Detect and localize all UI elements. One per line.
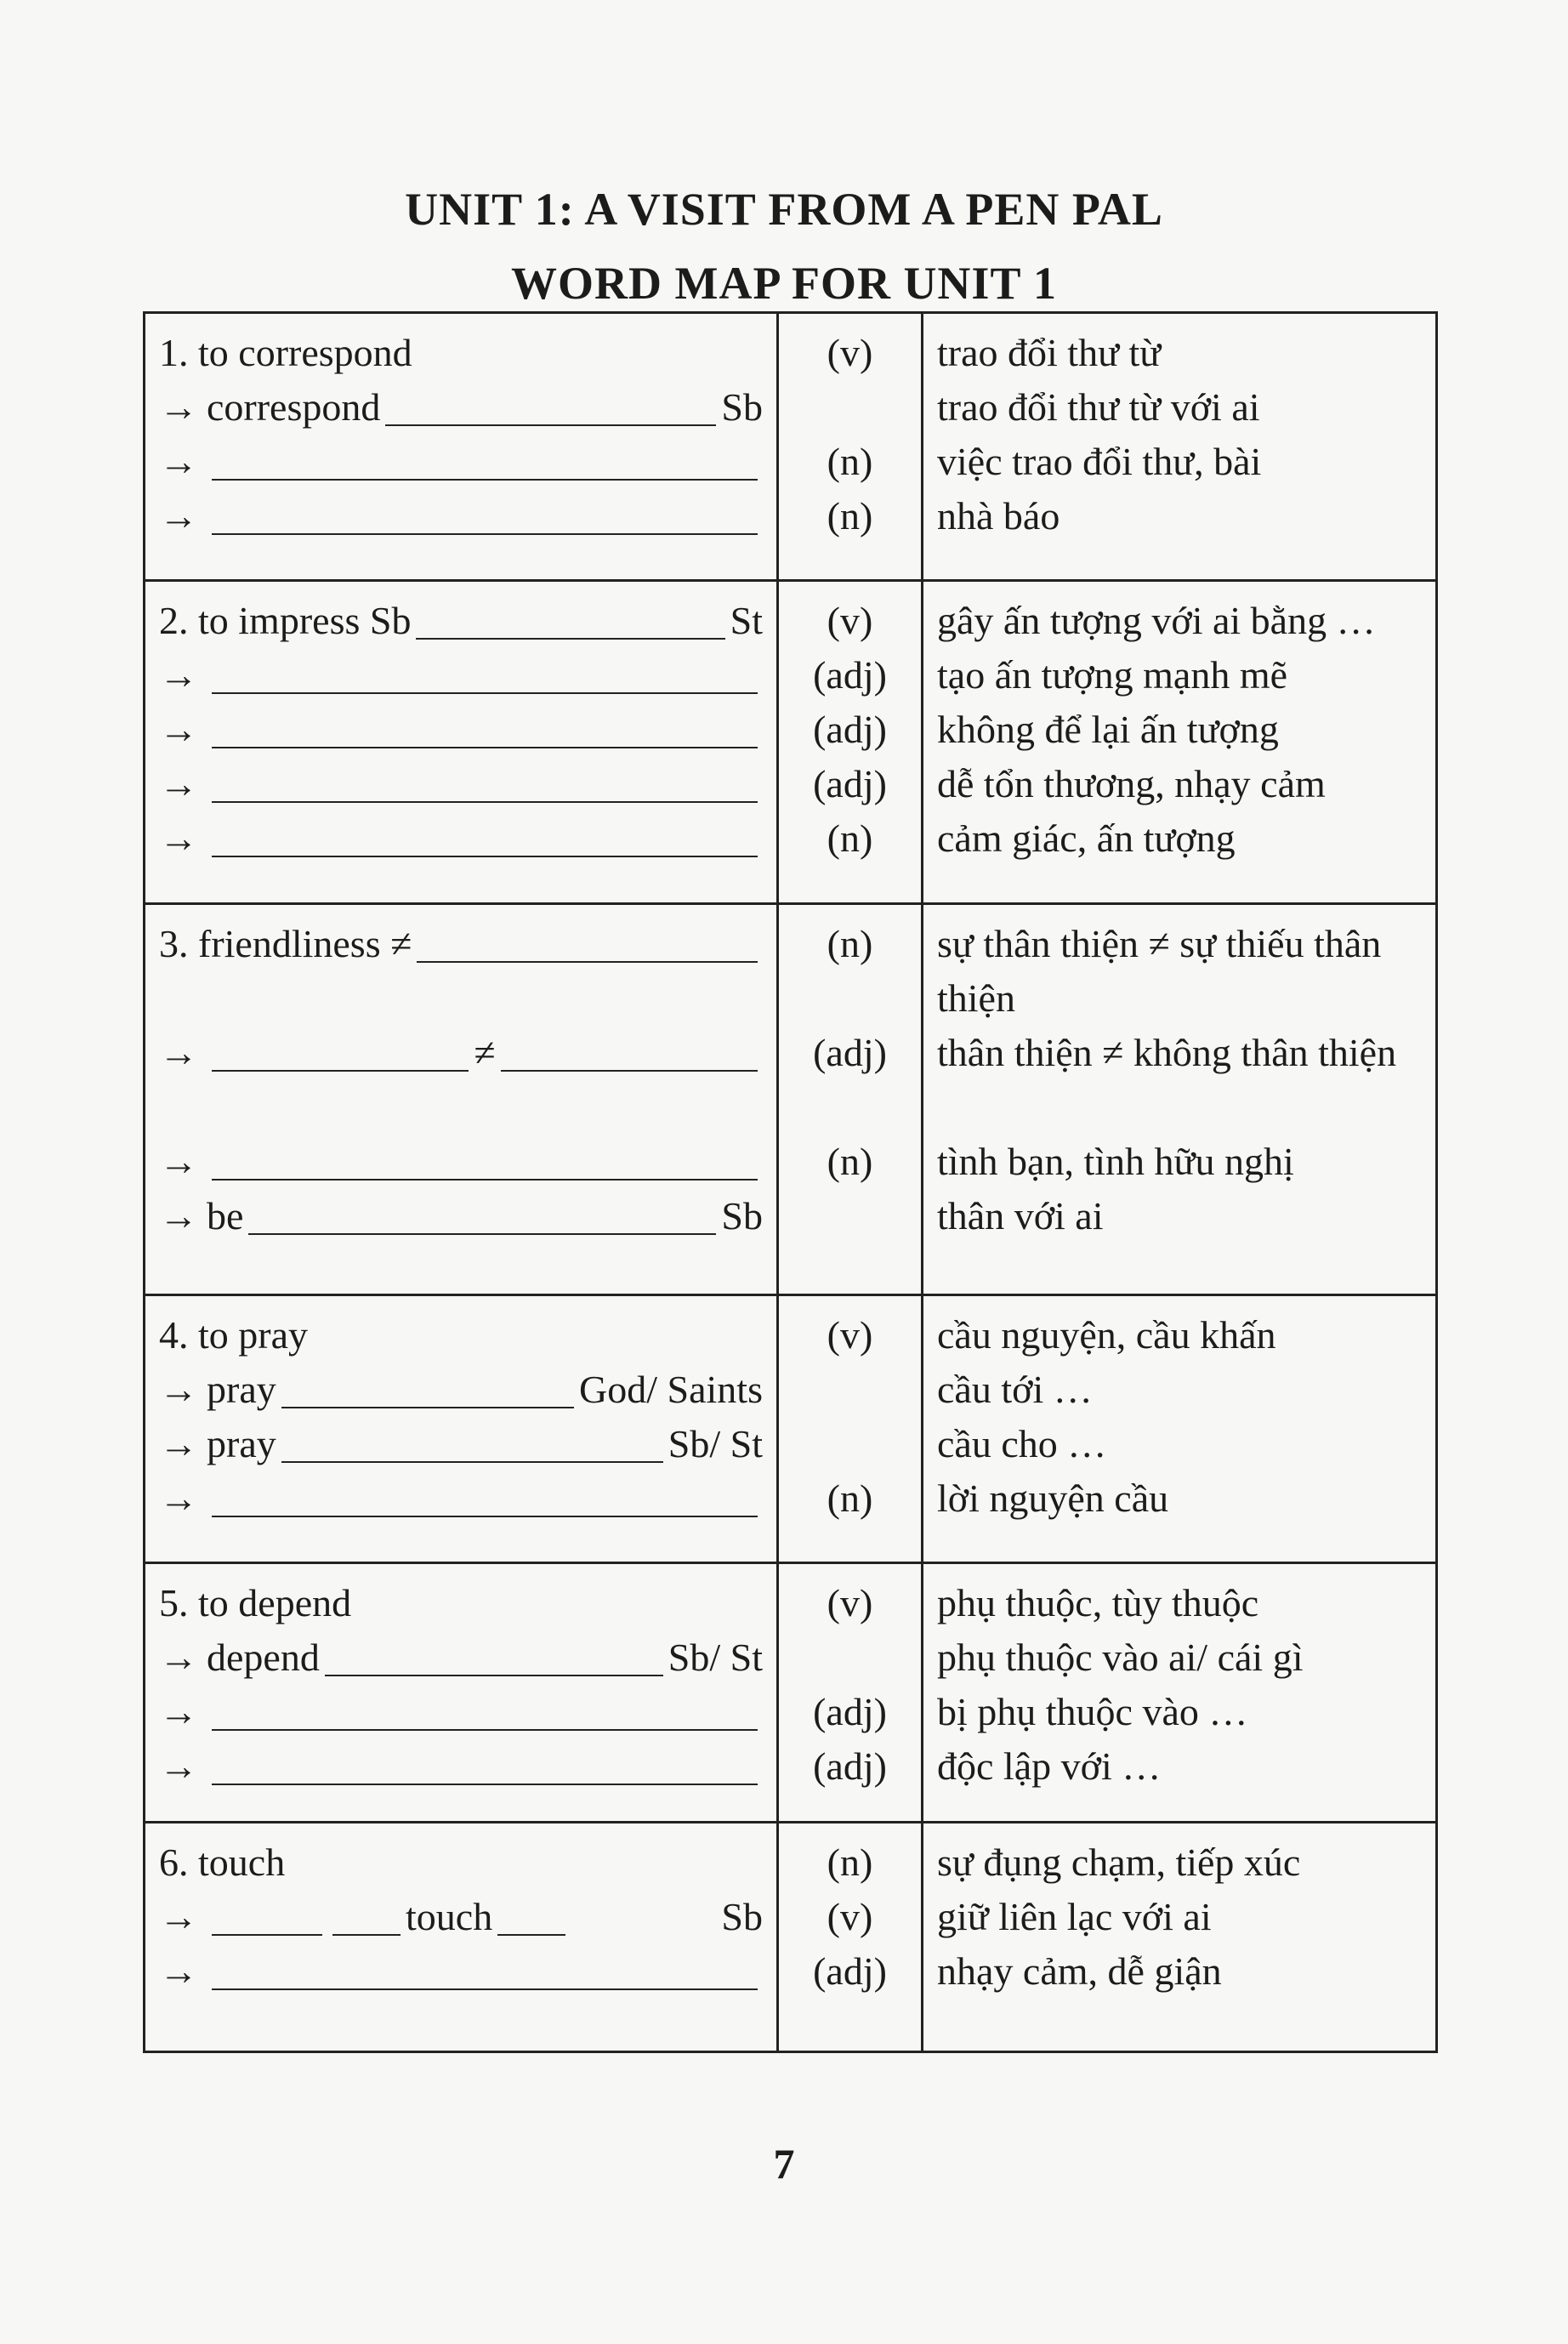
meaning-text: tình bạn, tình hữu nghị — [937, 1140, 1294, 1183]
page-subtitle: WORD MAP FOR UNIT 1 — [510, 258, 1057, 309]
meaning-text: độc lập với … — [937, 1744, 1162, 1788]
meaning-text: lời nguyện cầu — [937, 1476, 1169, 1520]
meaning-text: phụ thuộc vào ai/ cái gì — [937, 1636, 1304, 1679]
blank-field[interactable] — [212, 764, 758, 803]
blank-field[interactable] — [212, 818, 758, 857]
entry-end: Sb — [721, 1895, 763, 1938]
table-row — [145, 904, 1437, 1295]
blank-field[interactable] — [212, 1951, 758, 1990]
meaning-cell — [923, 581, 1437, 904]
entry-head: 4. to pray — [159, 1313, 309, 1357]
blank-field[interactable] — [212, 1692, 758, 1731]
entry-word: pray — [207, 1368, 276, 1411]
blank-field[interactable] — [212, 441, 758, 481]
arrow-icon: → — [159, 653, 198, 697]
arrow-icon: → — [159, 1140, 198, 1183]
pos-cell — [778, 1823, 923, 2052]
entry-end: Sb/ St — [668, 1422, 763, 1465]
pos-label: (n) — [827, 440, 873, 483]
table-row — [145, 313, 1437, 581]
entry-head: 5. to depend — [159, 1581, 352, 1624]
blank-field[interactable] — [281, 1424, 663, 1463]
pos-label: (n) — [827, 1476, 873, 1520]
entry-word: be — [207, 1194, 244, 1237]
arrow-icon: → — [159, 494, 198, 538]
entry-head: 2. to impress Sb — [159, 599, 412, 642]
meaning-text: không để lại ấn tượng — [937, 708, 1279, 751]
not-equal-sign: ≠ — [474, 1031, 496, 1074]
blank-field[interactable] — [325, 1637, 663, 1676]
entry-word: depend — [207, 1636, 320, 1679]
meaning-text: phụ thuộc, tùy thuộc — [937, 1581, 1259, 1624]
meaning-cell — [923, 313, 1437, 581]
arrow-icon: → — [159, 1194, 198, 1237]
pos-label: (n) — [827, 922, 873, 965]
entry-head: 3. friendliness ≠ — [159, 922, 412, 965]
pos-label: (v) — [827, 599, 873, 642]
meaning-text: thân với ai — [937, 1194, 1104, 1237]
pos-label: (n) — [827, 1840, 873, 1884]
pos-label: (adj) — [813, 653, 887, 697]
pos-cell — [778, 904, 923, 1295]
arrow-icon: → — [159, 1476, 198, 1520]
pos-label: (adj) — [813, 1744, 887, 1788]
arrow-icon: → — [159, 1031, 198, 1074]
pos-label: (v) — [827, 331, 873, 374]
entry-end: God/ Saints — [579, 1368, 763, 1411]
pos-label: (adj) — [813, 1690, 887, 1733]
pos-label: (v) — [827, 1895, 873, 1938]
entry-word: correspond — [207, 385, 381, 429]
arrow-icon: → — [159, 1744, 198, 1788]
meaning-text: cầu tới … — [937, 1368, 1093, 1411]
arrow-icon: → — [159, 816, 198, 860]
meaning-text: thân thiện ≠ không thân thiện — [937, 1031, 1397, 1074]
blank-field[interactable] — [212, 1141, 758, 1181]
blank-field[interactable] — [248, 1196, 716, 1235]
arrow-icon: → — [159, 1895, 198, 1938]
arrow-icon: → — [159, 1422, 198, 1465]
blank-field[interactable] — [385, 387, 716, 426]
word-cell — [145, 1563, 778, 1823]
page-number: 7 — [773, 2140, 795, 2188]
blank-field[interactable] — [212, 709, 758, 748]
meaning-cell — [923, 904, 1437, 1295]
meaning-text: bị phụ thuộc vào … — [937, 1690, 1248, 1733]
meaning-text: tạo ấn tượng mạnh mẽ — [937, 653, 1288, 697]
pos-label: (v) — [827, 1581, 873, 1624]
meaning-text: nhà báo — [937, 494, 1060, 538]
meaning-cell — [923, 1823, 1437, 2052]
arrow-icon: → — [159, 440, 198, 483]
word-cell — [145, 904, 778, 1295]
meaning-text: nhạy cảm, dễ giận — [937, 1949, 1222, 1993]
pos-cell — [778, 581, 923, 904]
arrow-icon: → — [159, 1949, 198, 1993]
blank-field[interactable] — [212, 1478, 758, 1517]
blank-field[interactable] — [497, 1897, 565, 1936]
meaning-text: sự đụng chạm, tiếp xúc — [937, 1840, 1301, 1884]
arrow-icon: → — [159, 1368, 198, 1411]
table-row — [145, 1563, 1437, 1823]
meaning-cell — [923, 1295, 1437, 1563]
pos-label: (n) — [827, 816, 873, 860]
pos-label: (n) — [827, 1140, 873, 1183]
entry-word: pray — [207, 1422, 276, 1465]
blank-field[interactable] — [212, 1033, 469, 1072]
meaning-text: trao đổi thư từ với ai — [937, 385, 1260, 429]
table-row — [145, 1823, 1437, 2052]
blank-field[interactable] — [212, 496, 758, 535]
entry-end: Sb — [721, 385, 763, 429]
meaning-text: cầu cho … — [937, 1422, 1107, 1465]
meaning-text: trao đổi thư từ — [937, 331, 1162, 374]
blank-field[interactable] — [417, 924, 758, 963]
blank-field[interactable] — [281, 1369, 574, 1408]
word-cell — [145, 1823, 778, 2052]
entry-word: touch — [406, 1895, 493, 1938]
arrow-icon: → — [159, 762, 198, 805]
blank-field[interactable] — [501, 1033, 758, 1072]
pos-label: (v) — [827, 1313, 873, 1357]
entry-end: St — [730, 599, 763, 642]
blank-field[interactable] — [332, 1897, 401, 1936]
meaning-text: cảm giác, ấn tượng — [937, 816, 1236, 860]
meaning-cell — [923, 1563, 1437, 1823]
pos-label: (n) — [827, 494, 873, 538]
pos-cell — [778, 1295, 923, 1563]
page-title: UNIT 1: A VISIT FROM A PEN PAL — [405, 184, 1163, 235]
meaning-text: cầu nguyện, cầu khấn — [937, 1313, 1276, 1357]
entry-head: 1. to correspond — [159, 331, 412, 374]
entry-end: Sb/ St — [668, 1636, 763, 1679]
pos-label: (adj) — [813, 1031, 887, 1074]
meaning-text: việc trao đổi thư, bài — [937, 440, 1262, 483]
word-map-table — [143, 311, 1438, 2053]
meaning-text: gây ấn tượng với ai bằng … — [937, 599, 1376, 642]
blank-field[interactable] — [416, 600, 724, 640]
blank-field[interactable] — [212, 1746, 758, 1785]
entry-head: 6. touch — [159, 1840, 286, 1884]
meaning-text: giữ liên lạc với ai — [937, 1895, 1212, 1938]
word-cell — [145, 313, 778, 581]
word-cell — [145, 1295, 778, 1563]
pos-cell — [778, 313, 923, 581]
table-row — [145, 1295, 1437, 1563]
arrow-icon: → — [159, 708, 198, 751]
arrow-icon: → — [159, 385, 198, 429]
word-cell — [145, 581, 778, 904]
pos-label: (adj) — [813, 762, 887, 805]
blank-field[interactable] — [212, 1897, 322, 1936]
meaning-text: sự thân thiện ≠ sự thiếu thân thiện — [937, 922, 1382, 1020]
pos-label: (adj) — [813, 708, 887, 751]
arrow-icon: → — [159, 1636, 198, 1679]
table-row — [145, 581, 1437, 904]
meaning-text: dễ tổn thương, nhạy cảm — [937, 762, 1326, 805]
pos-label: (adj) — [813, 1949, 887, 1993]
arrow-icon: → — [159, 1690, 198, 1733]
blank-field[interactable] — [212, 655, 758, 694]
pos-cell — [778, 1563, 923, 1823]
entry-end: Sb — [721, 1194, 763, 1237]
